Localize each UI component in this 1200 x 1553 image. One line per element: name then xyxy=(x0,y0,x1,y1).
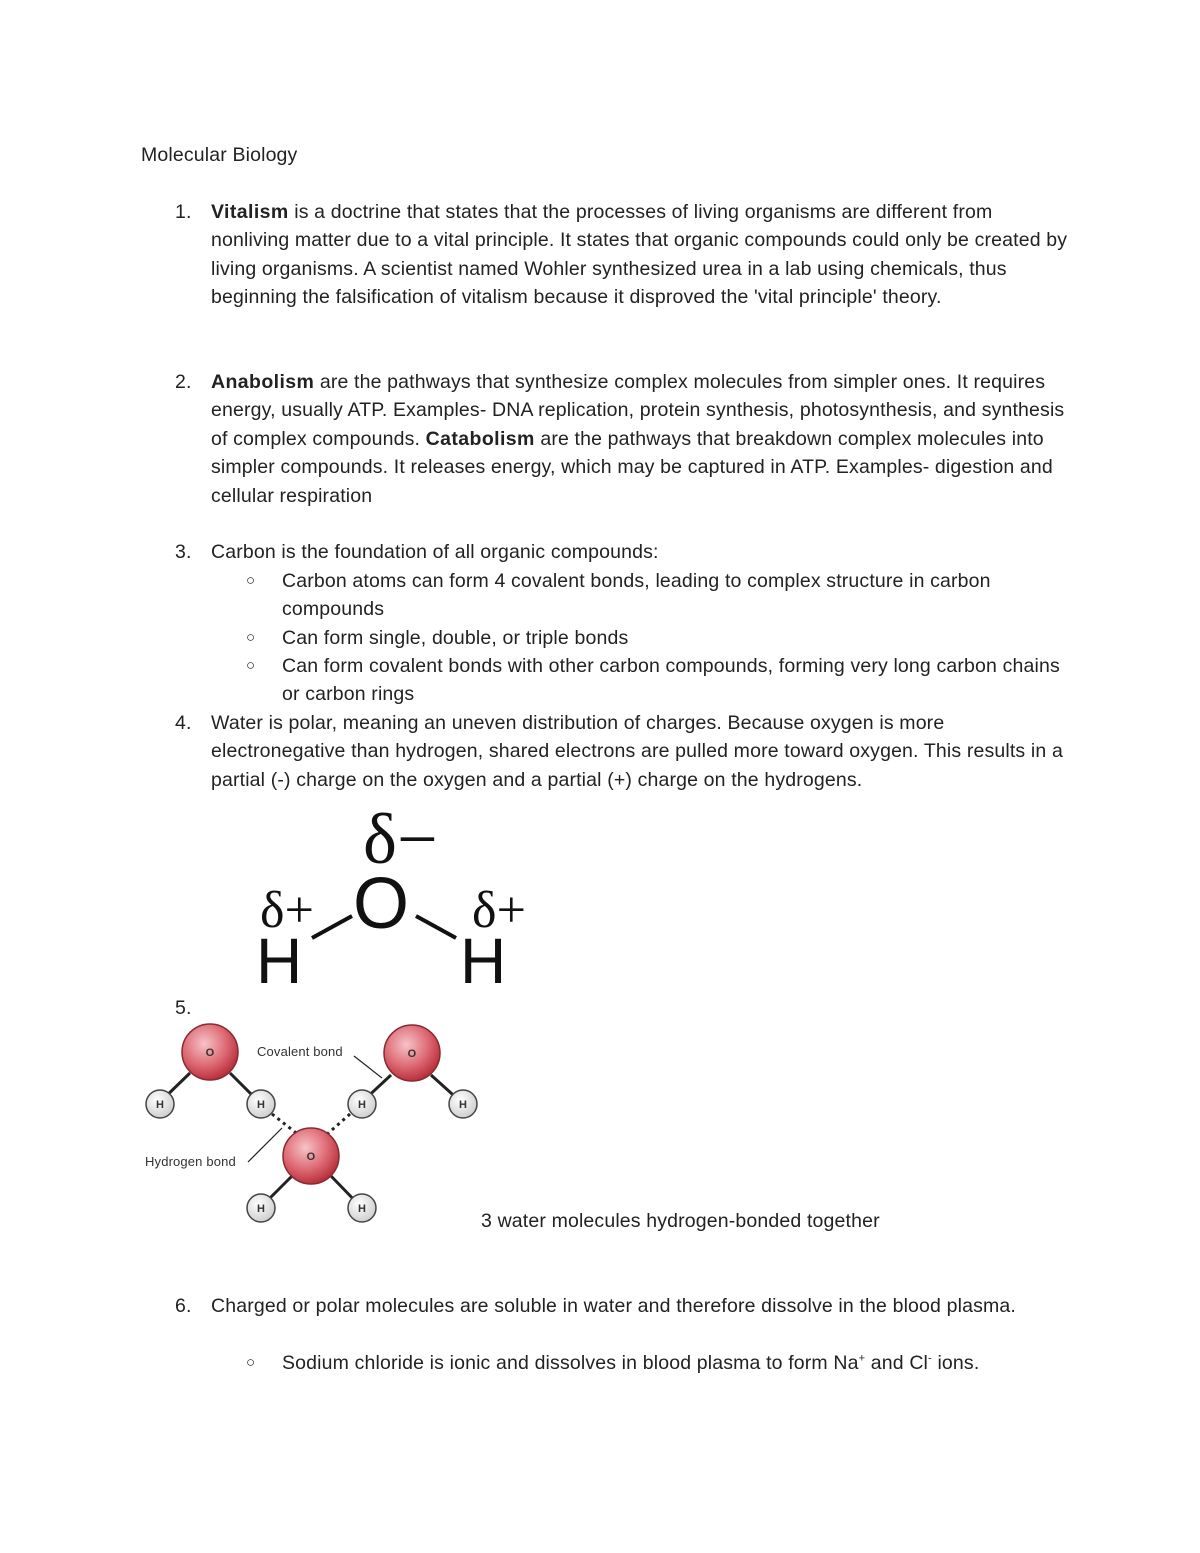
bullet-icon: ○ xyxy=(246,657,256,674)
item-text: is a doctrine that states that the processes of living organisms are different from nonliving matter due to a vital principle. It states that organic compounds could only be created by living organisms. A scientist named Wohler synthesized urea in a lab using chemicals, thus beginning the falsification of vitalism because it disproved the 'vital principle' theory. xyxy=(211,201,1068,309)
list-item-2 xyxy=(175,368,1071,510)
hydrogen-label: H xyxy=(357,1099,367,1111)
oxygen-atom: O xyxy=(353,864,410,944)
oxygen-label: O xyxy=(407,1048,417,1060)
hydrogen-label: H xyxy=(155,1099,165,1111)
water-molecule-1 xyxy=(146,1024,275,1118)
item-text: Charged or polar molecules are soluble in water and therefore dissolve in the blood plasma. xyxy=(211,1295,1016,1317)
bond-right xyxy=(416,916,456,938)
sub-bullet-text: Carbon atoms can form 4 covalent bonds, leading to complex structure in carbon compounds xyxy=(282,570,991,621)
list-item-3 xyxy=(175,538,1071,566)
sub-bullet xyxy=(246,624,1072,652)
water-molecule-2 xyxy=(348,1025,477,1118)
list-item-4 xyxy=(175,709,1071,794)
sub-bullet-text: Can form covalent bonds with other carbon compounds, forming very long carbon chains or carbon rings xyxy=(282,655,1060,706)
item-number: 6. xyxy=(175,1295,192,1317)
hydrogen-leader-line xyxy=(248,1128,282,1162)
hydrogen-label: H xyxy=(458,1099,468,1111)
hydrogen-label: H xyxy=(256,1203,266,1215)
sub-bullet-text-end: ions. xyxy=(931,1352,980,1374)
delta-plus-right-label: δ+ xyxy=(472,882,527,939)
bond-left xyxy=(312,916,352,938)
delta-plus-left-label: δ+ xyxy=(260,882,315,939)
covalent-bond-label: Covalent bond xyxy=(257,1044,343,1059)
sub-bullet-text: Can form single, double, or triple bonds xyxy=(282,627,629,649)
covalent-leader-line xyxy=(354,1056,382,1078)
item-number: 3. xyxy=(175,541,192,563)
hydrogen-right-atom: H xyxy=(460,925,507,995)
document-title: Molecular Biology xyxy=(141,144,298,166)
oxygen-label: O xyxy=(306,1151,316,1163)
chloride-charge: - xyxy=(928,1352,932,1365)
term-catabolism: Catabolism xyxy=(425,427,535,450)
list-item-6 xyxy=(175,1292,1071,1320)
list-item-1 xyxy=(175,198,1071,312)
bullet-icon: ○ xyxy=(246,1354,256,1371)
sub-bullet xyxy=(246,567,1072,624)
sub-bullet-text: Sodium chloride is ionic and dissolves in blood plasma to form Na xyxy=(282,1352,859,1374)
item-text: Water is polar, meaning an uneven distribution of charges. Because oxygen is more electronegative than hydrogen, shared electrons are pulled more toward oxygen. This results in a partial (-) charge on the oxygen and a partial (+) charge on the hydrogens. xyxy=(211,712,1063,791)
item-text: Carbon is the foundation of all organic compounds: xyxy=(211,541,659,563)
sub-bullet-text-mid: and Cl xyxy=(865,1352,929,1374)
diagram-caption: 3 water molecules hydrogen-bonded together xyxy=(481,1210,880,1232)
polar-water-diagram xyxy=(240,805,540,995)
hydrogen-label: H xyxy=(357,1203,367,1215)
hydrogen-left-atom: H xyxy=(256,925,303,995)
delta-minus-label: δ− xyxy=(363,805,438,879)
bullet-icon: ○ xyxy=(246,572,256,589)
term-anabolism: Anabolism xyxy=(211,371,315,393)
hydrogen-bond-diagram xyxy=(140,1018,485,1228)
item-text: are the pathways that synthesize complex molecules from simpler ones. It requires energy, usually ATP. Examples- DNA replication, protein synthesis, photosynthesis, and synthesis of complex compounds. xyxy=(211,371,1065,450)
bullet-icon: ○ xyxy=(246,629,256,646)
sub-bullet xyxy=(246,652,1072,709)
item-number: 5. xyxy=(175,997,192,1019)
sodium-charge: + xyxy=(858,1352,866,1365)
item-number: 4. xyxy=(175,712,192,734)
sub-bullet xyxy=(246,1349,1072,1377)
hydrogen-label: H xyxy=(256,1099,266,1111)
item-number: 1. xyxy=(175,201,192,223)
term-vitalism: Vitalism xyxy=(211,201,289,223)
item-text-2: are the pathways that breakdown complex molecules into simpler compounds. It releases energy, which may be captured in ATP. Examples- digestion and cellular respiration xyxy=(211,427,1053,507)
hydrogen-bond-label: Hydrogen bond xyxy=(145,1154,236,1169)
oxygen-label: O xyxy=(205,1047,215,1059)
item-number: 2. xyxy=(175,371,192,393)
water-molecule-3 xyxy=(247,1128,376,1222)
